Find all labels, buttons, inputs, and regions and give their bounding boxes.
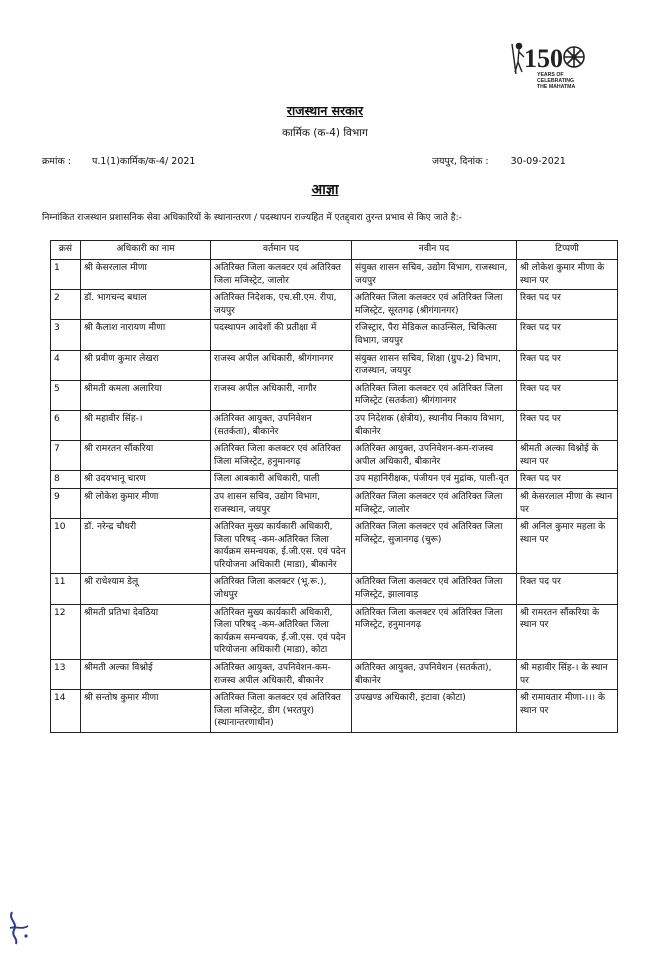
department-title: कार्मिक (क-4) विभाग <box>282 127 368 139</box>
officer-name-cell: श्री उदयभानू चारण <box>81 471 211 489</box>
serial-cell: 9 <box>51 488 81 518</box>
logo-line: CELEBRATING <box>537 78 575 84</box>
officer-name-cell: श्री कैलाश नारायण मीणा <box>81 320 211 350</box>
new-post-cell: अतिरिक्त जिला कलक्टर एवं अतिरिक्त जिला मजिस्ट्रेट (सतर्कता) श्रीगंगानगर <box>352 380 517 410</box>
table-row <box>51 604 618 659</box>
reference-number <box>42 154 195 167</box>
gandhi-walking-icon <box>512 43 524 74</box>
officer-name-cell: डॉ. भागचन्द बधाल <box>81 290 211 320</box>
remark-cell: रिक्त पद पर <box>517 320 618 350</box>
current-post-cell: अतिरिक्त जिला कलक्टर (भू.रू.), जोधपुर <box>211 574 352 604</box>
table-row <box>51 471 618 489</box>
officer-name-cell: श्री प्रवीण कुमार लेखरा <box>81 350 211 380</box>
new-post-cell: उप महानिरीक्षक, पंजीयन एवं मुद्रांक, पाली-वृत <box>352 471 517 489</box>
table-row <box>51 380 618 410</box>
new-post-cell: अतिरिक्त जिला कलक्टर एवं अतिरिक्त जिला मजिस्ट्रेट, जालोर <box>352 488 517 518</box>
officer-name-cell: डॉ. नरेन्द्र चौधरी <box>81 519 211 574</box>
table-row <box>51 320 618 350</box>
serial-cell: 6 <box>51 410 81 440</box>
serial-cell: 10 <box>51 519 81 574</box>
table-row <box>51 519 618 574</box>
new-post-cell: अतिरिक्त जिला कलक्टर एवं अतिरिक्त जिला मजिस्ट्रेट, सूरतगढ़ (श्रीगंगानगर) <box>352 290 517 320</box>
table-row <box>51 441 618 471</box>
new-post-cell: अतिरिक्त आयुक्त, उपनिवेशन (सतर्कता), बीकानेर <box>352 660 517 690</box>
order-date: 30-09-2021 <box>510 156 566 167</box>
logo-line: THE MAHATMA <box>537 84 576 90</box>
serial-cell: 2 <box>51 290 81 320</box>
remark-cell: श्री रामावतार मीणा-।।। के स्थान पर <box>517 690 618 733</box>
current-post-cell: पदस्थापन आदेशों की प्रतीक्षा में <box>211 320 352 350</box>
table-row <box>51 574 618 604</box>
serial-cell: 8 <box>51 471 81 489</box>
remark-cell: श्री अनिल कुमार महला के स्थान पर <box>517 519 618 574</box>
remark-cell: श्री महावीर सिंह-। के स्थान पर <box>517 660 618 690</box>
current-post-cell: अतिरिक्त जिला कलक्टर एवं अतिरिक्त जिला मजिस्ट्रेट, हनुमानगढ़ <box>211 441 352 471</box>
officer-name-cell: श्री महावीर सिंह-। <box>81 410 211 440</box>
remark-cell: रिक्त पद पर <box>517 471 618 489</box>
new-post-cell: रजिस्ट्रार, पैरा मेडिकल काउन्सिल, चिकित्सा विभाग, जयपुर <box>352 320 517 350</box>
serial-cell: 1 <box>51 260 81 290</box>
table-row <box>51 260 618 290</box>
officer-name-cell: श्री राधेश्याम डेलू <box>81 574 211 604</box>
officer-name-cell: श्री केसरलाल मीणा <box>81 260 211 290</box>
charkha-wheel-icon <box>564 47 584 67</box>
logo-number: 150 <box>524 44 563 73</box>
current-post-cell: अतिरिक्त आयुक्त, उपनिवेशन-कम-राजस्व अपील अधिकारी, बीकानेर <box>211 660 352 690</box>
officer-name-cell: श्रीमती कमला अलारिया <box>81 380 211 410</box>
officer-name-cell: श्रीमती प्रतिभा देवठिया <box>81 604 211 659</box>
serial-cell: 12 <box>51 604 81 659</box>
table-row <box>51 350 618 380</box>
column-header: अधिकारी का नाम <box>81 241 211 260</box>
current-post-cell: अतिरिक्त आयुक्त, उपनिवेशन (सतर्कता), बीकानेर <box>211 410 352 440</box>
place-date <box>432 154 566 167</box>
current-post-cell: अतिरिक्त मुख्य कार्यकारी अधिकारी, जिला परिषद् -कम-अतिरिक्त जिला कार्यक्रम समन्वयक, ई.जी.एस. एवं पदेन परियोजना अधिकारी (माडा), बीकानेर <box>211 519 352 574</box>
table-row <box>51 290 618 320</box>
reference-label: क्रमांक : <box>42 156 71 167</box>
current-post-cell: राजस्व अपील अधिकारी, नागौर <box>211 380 352 410</box>
mahatma-150-logo <box>510 40 598 92</box>
place-date-label: जयपुर, दिनांक : <box>432 156 489 167</box>
government-title: राजस्थान सरकार <box>286 103 364 118</box>
column-header: वर्तमान पद <box>211 241 352 260</box>
serial-cell: 14 <box>51 690 81 733</box>
remark-cell: श्री रामरतन सौंकरिया के स्थान पर <box>517 604 618 659</box>
current-post-cell: अतिरिक्त मुख्य कार्यकारी अधिकारी, जिला परिषद् -कम-अतिरिक्त जिला कार्यक्रम समन्वयक, ई.जी.एस. एवं पदेन परियोजना अधिकारी (माडा), कोटा <box>211 604 352 659</box>
officer-name-cell: श्री लोकेश कुमार मीणा <box>81 488 211 518</box>
remark-cell: श्रीमती अल्का विश्नोई के स्थान पर <box>517 441 618 471</box>
new-post-cell: अतिरिक्त जिला कलक्टर एवं अतिरिक्त जिला मजिस्ट्रेट, झालावाड़ <box>352 574 517 604</box>
remark-cell: रिक्त पद पर <box>517 350 618 380</box>
column-header: टिप्पणी <box>517 241 618 260</box>
serial-cell: 11 <box>51 574 81 604</box>
logo-line: YEARS OF <box>537 72 564 78</box>
reference-value: प.1(1)कार्मिक/क-4/ 2021 <box>92 156 196 167</box>
new-post-cell: उपखण्ड अधिकारी, इटावा (कोटा) <box>352 690 517 733</box>
new-post-cell: अतिरिक्त जिला कलक्टर एवं अतिरिक्त जिला मजिस्ट्रेट, सुजानगढ़ (चुरू) <box>352 519 517 574</box>
table-header-row <box>51 241 618 260</box>
table-row <box>51 410 618 440</box>
table-row <box>51 690 618 733</box>
order-intro: निम्नांकित राजस्थान प्रशासनिक सेवा अधिकारियों के स्थानान्तरण / पदस्थापन राज्यहित में एतद्द्वारा तुरन्त प्रभाव से किए जाते है:- <box>42 213 462 223</box>
officer-name-cell: श्री सन्तोष कुमार मीणा <box>81 690 211 733</box>
current-post-cell: अतिरिक्त जिला कलक्टर एवं अतिरिक्त जिला मजिस्ट्रेट, जालोर <box>211 260 352 290</box>
remark-cell: रिक्त पद पर <box>517 574 618 604</box>
remark-cell: श्री लोकेश कुमार मीणा के स्थान पर <box>517 260 618 290</box>
new-post-cell: अतिरिक्त जिला कलक्टर एवं अतिरिक्त जिला मजिस्ट्रेट, हनुमानगढ़ <box>352 604 517 659</box>
column-header: क्रसं <box>51 241 81 260</box>
transfer-table <box>50 240 618 733</box>
current-post-cell: अतिरिक्त जिला कलक्टर एवं अतिरिक्त जिला मजिस्ट्रेट, डीग (भरतपुर) (स्थानान्तरणाधीन) <box>211 690 352 733</box>
serial-cell: 13 <box>51 660 81 690</box>
new-post-cell: उप निदेशक (क्षेत्रीय), स्थानीय निकाय विभाग, बीकानेर <box>352 410 517 440</box>
remark-cell: रिक्त पद पर <box>517 380 618 410</box>
new-post-cell: संयुक्त शासन सचिव, शिक्षा (ग्रुप-2) विभाग, राजस्थान, जयपुर <box>352 350 517 380</box>
serial-cell: 5 <box>51 380 81 410</box>
officer-name-cell: श्रीमती अल्का विश्नोई <box>81 660 211 690</box>
current-post-cell: अतिरिक्त निदेशक, एच.सी.एम. रीपा, जयपुर <box>211 290 352 320</box>
serial-cell: 4 <box>51 350 81 380</box>
remark-cell: रिक्त पद पर <box>517 290 618 320</box>
table-row <box>51 660 618 690</box>
order-title: आज्ञा <box>311 182 339 198</box>
officer-name-cell: श्री रामरतन सौंकरिया <box>81 441 211 471</box>
remark-cell: रिक्त पद पर <box>517 410 618 440</box>
new-post-cell: अतिरिक्त आयुक्त, उपनिवेशन-कम-राजस्व अपील अधिकारी, बीकानेर <box>352 441 517 471</box>
current-post-cell: राजस्व अपील अधिकारी, श्रीगंगानगर <box>211 350 352 380</box>
current-post-cell: उप शासन सचिव, उद्योग विभाग, राजस्थान, जयपुर <box>211 488 352 518</box>
remark-cell: श्री केसरलाल मीणा के स्थान पर <box>517 488 618 518</box>
column-header: नवीन पद <box>352 241 517 260</box>
new-post-cell: संयुक्त शासन सचिव, उद्योग विभाग, राजस्थान, जयपुर <box>352 260 517 290</box>
serial-cell: 3 <box>51 320 81 350</box>
current-post-cell: जिला आबकारी अधिकारी, पाली <box>211 471 352 489</box>
table-row <box>51 488 618 518</box>
handwritten-initials <box>4 908 40 948</box>
serial-cell: 7 <box>51 441 81 471</box>
